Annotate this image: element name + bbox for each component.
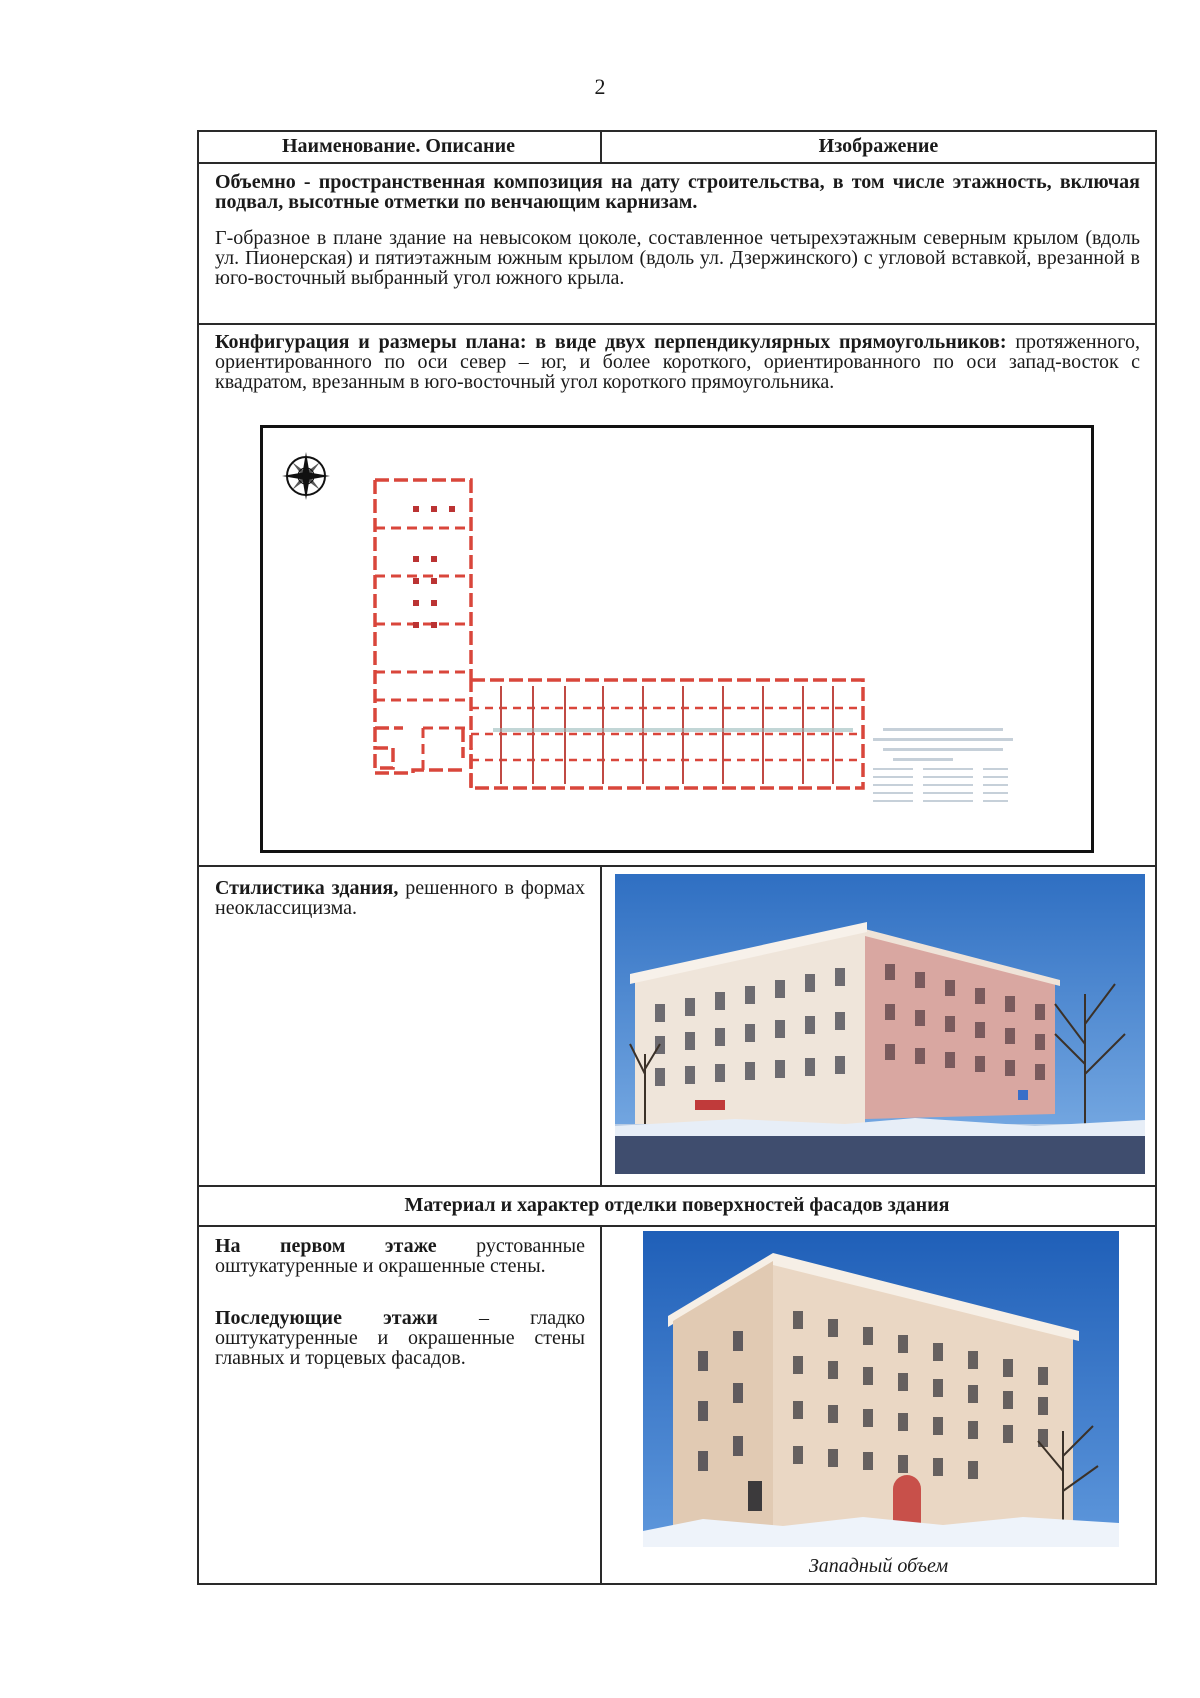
section-facade-paragraph-2 xyxy=(215,1308,585,1368)
page-number: 2 xyxy=(594,74,606,99)
section-plan-text: протяженного, ориентированного по оси север – юг, и более короткого, ориентированного по оси запад-восток с квадратом, врезанным в юго-восточный угол короткого прямоугольника. xyxy=(215,331,1140,393)
section-facade-heading: Материал и характер отделки поверхностей фасадов здания xyxy=(404,1194,950,1216)
section-facade-paragraph-1 xyxy=(215,1236,585,1276)
west-volume-caption: Западный объем xyxy=(808,1555,949,1577)
section-composition-title: Объемно - пространственная композиция на дату строительства, в том числе этажность, включая подвал, высотные отметки по венчающим карнизам. xyxy=(215,171,1140,213)
floor-plan-drawing xyxy=(260,425,1094,853)
first-floor-text: рустованные оштукатуренные и окрашенные стены. xyxy=(215,1235,585,1277)
column-header-description: Наименование. Описание xyxy=(282,135,515,157)
floor-plan-svg xyxy=(263,428,1091,850)
upper-floors-label: Последующие этажи xyxy=(215,1307,438,1329)
compass-rose-icon xyxy=(282,452,330,500)
column-header-image: Изображение xyxy=(818,135,939,157)
section-style-title: Стилистика здания, xyxy=(215,877,399,899)
section-style-text: решенного в формах неоклассицизма. xyxy=(215,877,585,919)
building-corner-photo xyxy=(615,874,1145,1174)
upper-floors-text: – гладко оштукатуренные и окрашенные стены главных и торцевых фасадов. xyxy=(215,1307,585,1369)
first-floor-label: На первом этаже xyxy=(215,1235,437,1257)
description-table xyxy=(197,130,1157,1585)
section-composition-text: Г-образное в плане здание на невысоком цоколе, составленное четырехэтажным северным крылом (вдоль ул. Пионерская) и пятиэтажным южным крылом (вдоль ул. Дзержинского) с угловой вставкой, врезанной в юго-восточный выбранный угол южного крыла. xyxy=(215,227,1140,289)
section-plan-title: Конфигурация и размеры плана: в виде двух перпендикулярных прямоугольников: xyxy=(215,331,1007,353)
section-style-description xyxy=(215,878,585,918)
section-plan-description xyxy=(215,332,1140,392)
west-volume-photo xyxy=(643,1231,1119,1547)
